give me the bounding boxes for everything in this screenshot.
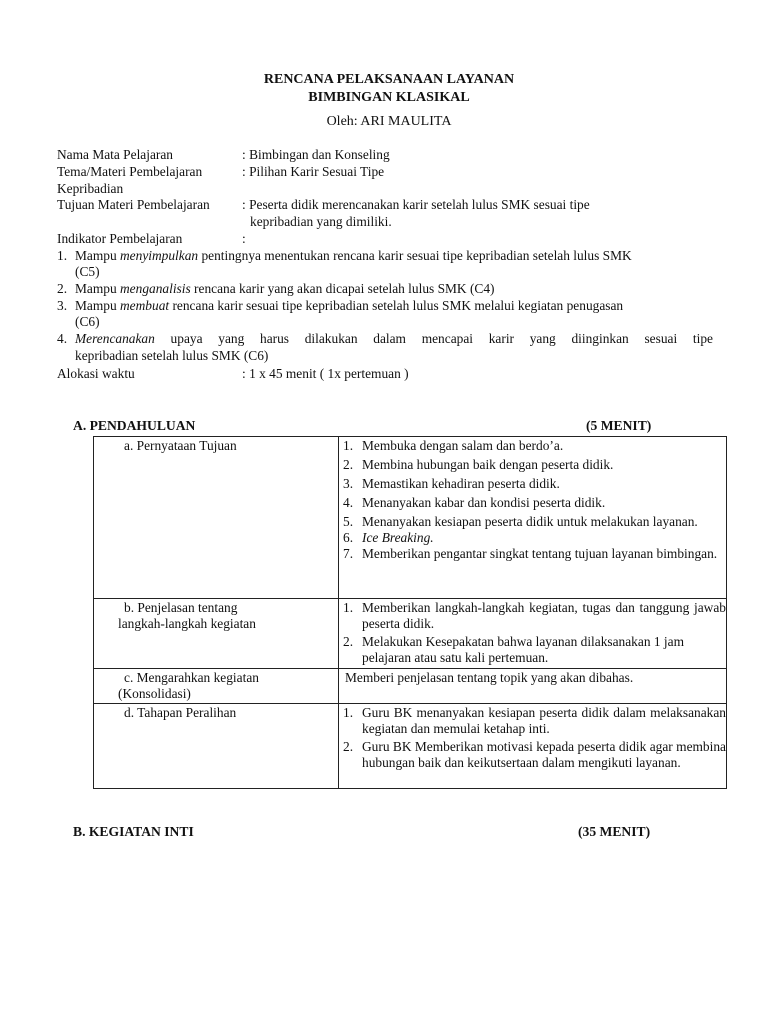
list-item: 7. Memberikan pengantar singkat tentang tujuan layanan bimbingan. <box>343 546 718 561</box>
step-list <box>343 600 726 666</box>
table-cell-left <box>94 599 339 669</box>
list-item: 5. Menanyakan kesiapan peserta didik untuk melakukan layanan. <box>343 514 698 529</box>
table-cell-right <box>339 437 727 599</box>
table-row <box>94 704 727 789</box>
tema-value: : Pilihan Karir Sesuai Tipe <box>242 164 385 179</box>
alokasi-label: Alokasi waktu <box>57 366 135 381</box>
indikator-item-3: Mampu membuat rencana karir sesuai tipe kepribadian setelah lulus SMK melalui kegiatan penugasan <box>75 298 624 313</box>
mata-pelajaran-label: Nama Mata Pelajaran <box>57 147 173 162</box>
row-label: a. Pernyataan Tujuan <box>124 438 237 453</box>
indikator-number: 2. <box>57 281 68 296</box>
row-label-cont: langkah-langkah kegiatan <box>118 616 256 631</box>
indikator-item-4-cont: kepribadian setelah lulus SMK (C6) <box>75 348 269 363</box>
table-row <box>94 437 727 599</box>
tujuan-value-line1: : Peserta didik merencanakan karir setelah lulus SMK sesuai tipe <box>242 197 590 212</box>
table-row <box>94 669 727 704</box>
indikator-number: 3. <box>57 298 68 313</box>
tema-value-wrap: Kepribadian <box>57 181 124 196</box>
list-item: 6. Ice Breaking. <box>343 530 434 545</box>
indikator-number: 1. <box>57 248 68 263</box>
section-a-time: (5 MENIT) <box>586 418 652 433</box>
pendahuluan-table <box>93 436 727 789</box>
table-cell-left <box>94 437 339 599</box>
mata-pelajaran-value: : Bimbingan dan Konseling <box>242 147 390 162</box>
step-list <box>343 705 726 771</box>
indikator-number: 4. <box>57 331 68 346</box>
document-author: Oleh: ARI MAULITA <box>326 114 452 129</box>
list-item: 4. Menanyakan kabar dan kondisi peserta didik. <box>343 495 606 510</box>
tujuan-label: Tujuan Materi Pembelajaran <box>57 197 210 212</box>
list-item: 2. Melakukan Kesepakatan bahwa layanan dilaksanakan 1 jam pelajaran atau satu kali pertemuan. <box>343 634 684 665</box>
list-item: 1. Membuka dengan salam dan berdo’a. <box>343 438 564 453</box>
tema-label: Tema/Materi Pembelajaran <box>57 164 203 179</box>
table-cell-right <box>339 704 727 789</box>
row-label: d. Tahapan Peralihan <box>124 705 237 720</box>
list-item: 1. Memberikan langkah-langkah kegiatan, tugas dan tanggung jawab peserta didik. <box>343 600 726 631</box>
indikator-item-1: Mampu menyimpulkan pentingnya menentukan rencana karir sesuai tipe kepribadian setelah lulus SMK <box>75 248 632 263</box>
list-item: 2. Membina hubungan baik dengan peserta didik. <box>343 457 614 472</box>
indikator-label: Indikator Pembelajaran <box>57 231 183 246</box>
list-item: 1. Guru BK menanyakan kesiapan peserta didik dalam melaksanakan kegiatan dan memulai ketahap inti. <box>343 705 726 736</box>
alokasi-value: : 1 x 45 menit ( 1x pertemuan ) <box>242 366 409 381</box>
table-row <box>94 599 727 669</box>
section-b-time: (35 MENIT) <box>578 824 651 839</box>
section-a-title: A. PENDAHULUAN <box>73 418 196 433</box>
indikator-item-3-cont: (C6) <box>75 314 100 329</box>
indikator-colon: : <box>242 231 246 246</box>
list-item: 2. Guru BK Memberikan motivasi kepada peserta didik agar membina hubungan baik dan keikutsertaan dalam mengikuti layanan. <box>343 739 726 770</box>
indikator-item-2: Mampu menganalisis rencana karir yang akan dicapai setelah lulus SMK (C4) <box>75 281 495 296</box>
indikator-item-1-cont: (C5) <box>75 264 100 279</box>
row-label: b. Penjelasan tentang <box>124 600 238 615</box>
step-list <box>343 438 726 562</box>
list-item: 3. Memastikan kehadiran peserta didik. <box>343 476 560 491</box>
document-title-line1: RENCANA PELAKSANAAN LAYANAN <box>263 72 515 87</box>
section-b-title: B. KEGIATAN INTI <box>73 824 194 839</box>
table-cell-left <box>94 669 339 704</box>
document-title-line2: BIMBINGAN KLASIKAL <box>308 90 470 105</box>
table-cell-right <box>339 599 727 669</box>
tujuan-value-line2: kepribadian yang dimiliki. <box>250 214 392 229</box>
table-cell-right <box>339 669 727 704</box>
indikator-item-4: Merencanakan upaya yang harus dilakukan dalam mencapai karir yang diinginkan sesuai tipe <box>75 331 713 346</box>
row-label-cont: (Konsolidasi) <box>118 686 191 701</box>
table-cell-left <box>94 704 339 789</box>
row-text: Memberi penjelasan tentang topik yang akan dibahas. <box>345 670 634 685</box>
row-label: c. Mengarahkan kegiatan <box>124 670 259 685</box>
